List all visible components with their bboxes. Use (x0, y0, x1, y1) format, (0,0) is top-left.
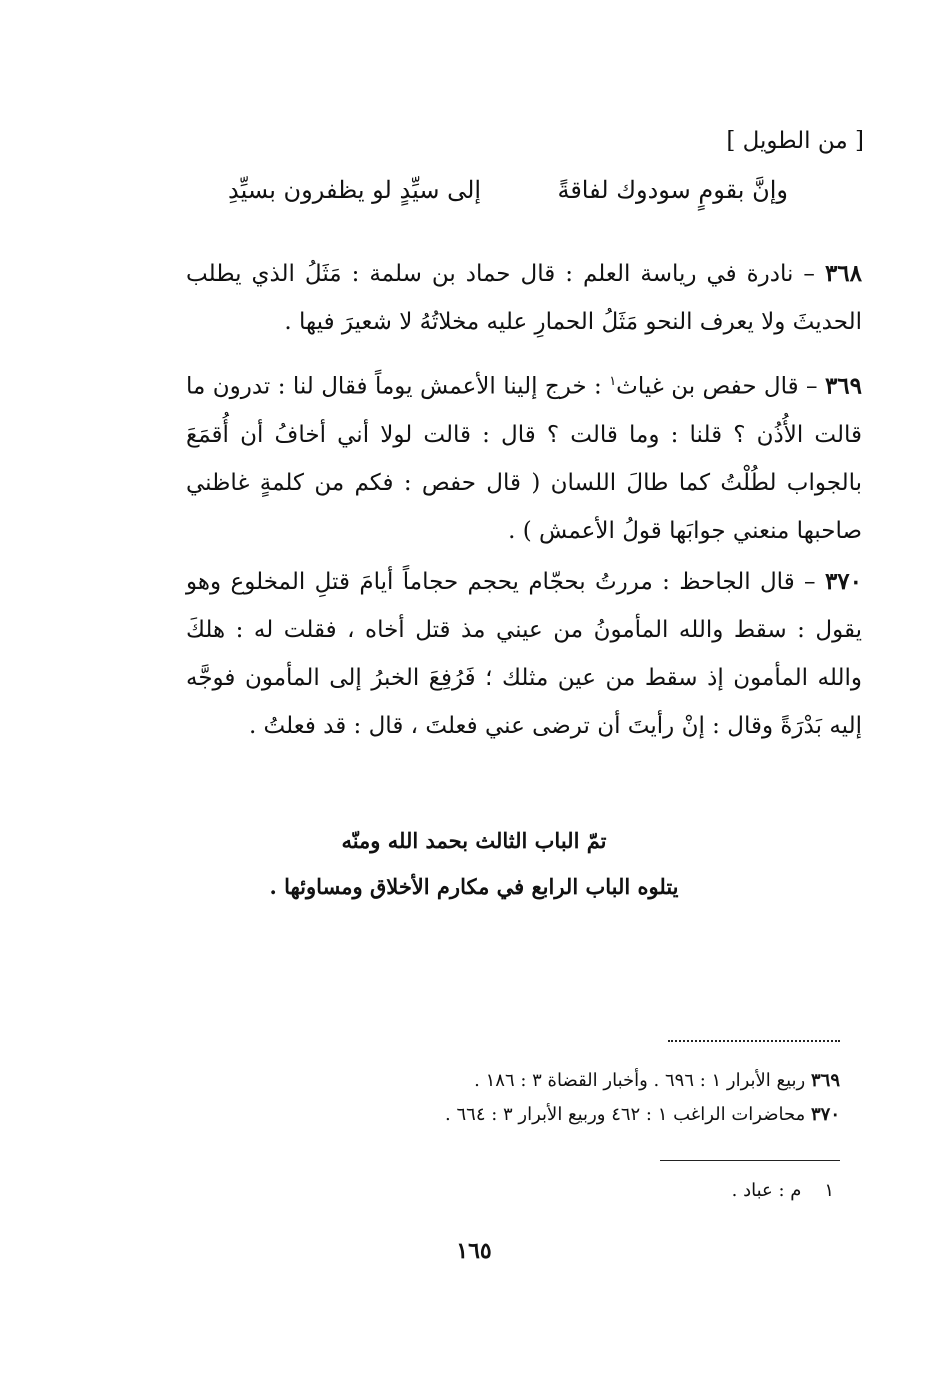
entry-text: – قال حفص بن غياث (616, 373, 818, 400)
closing-line-2: يتلوه الباب الرابع في مكارم الأخلاق ومساوئها . (269, 874, 679, 899)
entry-368 (186, 250, 862, 346)
entry-number: ٣٧٠ (824, 568, 862, 595)
entry-369 (186, 358, 862, 555)
sources-divider (668, 1040, 840, 1042)
source-text: ربيع الأبرار ١ : ٦٩٦ . وأخبار القضاة ٣ : ١٨٦ . (474, 1070, 806, 1091)
entry-text: – قال الجاحظ : مررتُ بحجّام يحجم حجاماً أيامَ قتلِ المخلوع وهو يقول : سقط والله المأمونُ من عيني مذ قتل أخاه ، فقلت له : هلكَ والله المأمون إذ سقط من عين مثلك ؛ فَرُفِعَ الخبرُ إلى المأمون فوجَّه إليه بَدْرَةً وقال : إنْ رأيتَ أن ترضى عني فعلتَ ، قال : قد فعلتُ . (186, 569, 862, 739)
verse-line (228, 176, 788, 204)
entry-text-continued: : خرج إلينا الأعمش يوماً فقال لنا : تدرون ما قالت الأُذُن ؟ قلنا : وما قالت ؟ قال : قالت لولا أني أخافُ أن أُقمَعَ بالجواب لطُلْتُ كما طالَ اللسان ( قال حفص : فكم من كلمةٍ غاظني صاحبها منعني جوابَها قولُ الأعمش ) . (186, 373, 862, 544)
entry-370 (186, 558, 862, 750)
footnote-divider (660, 1160, 840, 1161)
source-number: ٣٦٩ (810, 1070, 840, 1091)
footnote-marker: ١ (609, 374, 617, 389)
source-number: ٣٧٠ (810, 1104, 840, 1125)
entry-number: ٣٦٩ (824, 372, 863, 400)
entry-number: ٣٦٨ (824, 260, 862, 287)
source-text: محاضرات الراغب ١ : ٤٦٢ وربيع الأبرار ٣ : ٦٦٤ . (445, 1104, 806, 1125)
verse-second-hemistich: إلى سيِّدٍ لو يظفرون بسيِّدِ (228, 176, 482, 204)
footnote (732, 1180, 834, 1201)
page-number: ١٦٥ (456, 1238, 492, 1264)
closing-line-1: تمّ الباب الثالث بحمد الله ومنّه (341, 828, 607, 853)
verse-first-hemistich: وإنَّ بقومٍ سودوك لفاقةً (557, 176, 788, 204)
entry-text: – نادرة في رياسة العلم : قال حماد بن سلمة : مَثَلُ الذي يطلب الحديثَ ولا يعرف النحو مَثَلُ الحمارِ عليه مخلاتُهُ لا شعيرَ فيها . (186, 261, 862, 335)
source-item (280, 1064, 840, 1098)
footnote-number: ١ (824, 1180, 834, 1201)
source-item (280, 1098, 840, 1132)
chapter-closing (0, 818, 948, 910)
poetic-meter-label: [ من الطويل ] (726, 128, 864, 154)
sources-list (280, 1064, 840, 1132)
footnote-text: م : عباد . (731, 1180, 802, 1201)
